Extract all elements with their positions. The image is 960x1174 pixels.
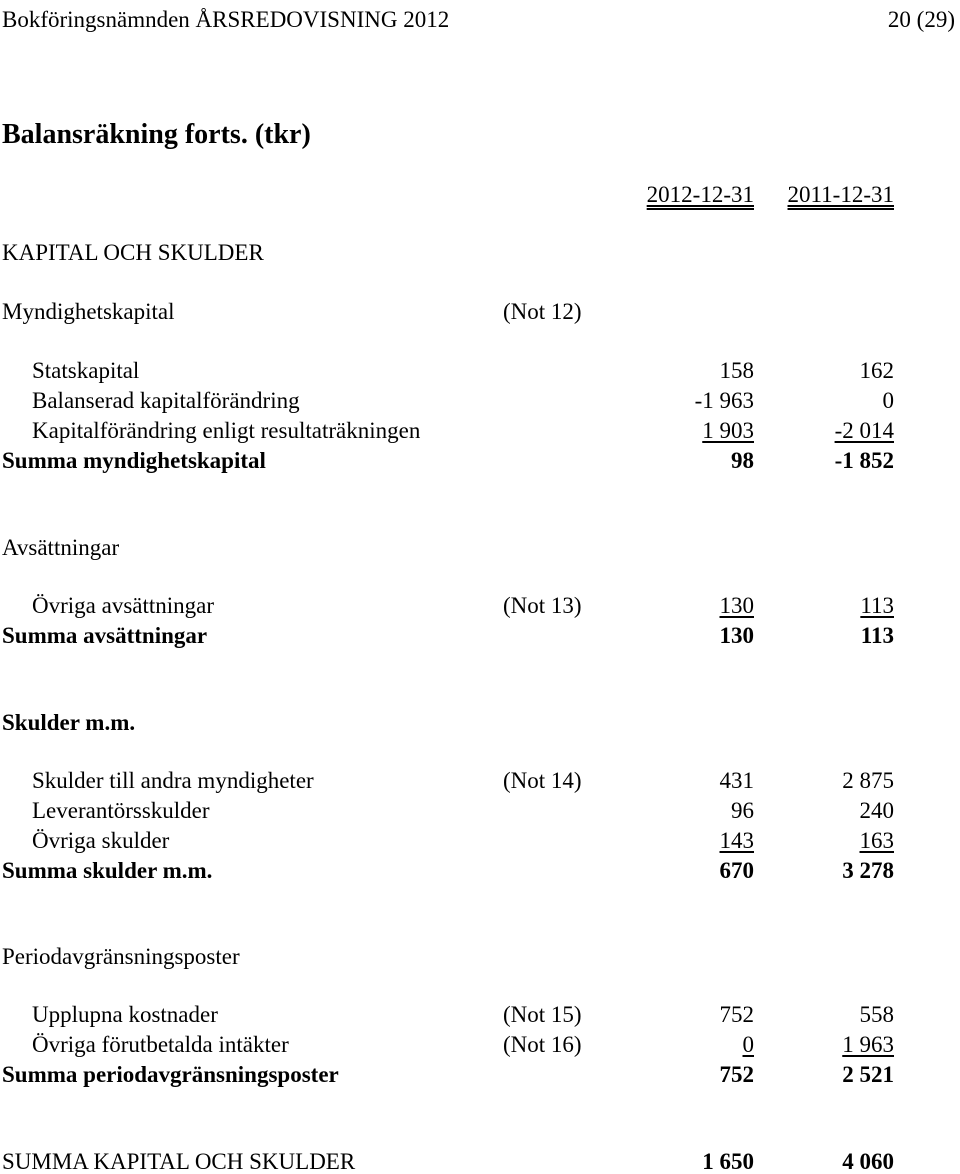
row-value-previous: 2 875 xyxy=(842,768,894,793)
column-header-current: 2012-12-31 xyxy=(646,182,754,207)
sum-value-current: 670 xyxy=(719,858,754,883)
sum-value-previous: 113 xyxy=(860,623,894,648)
sum-label: Summa periodavgränsningsposter xyxy=(2,1062,339,1087)
sum-value-current: 752 xyxy=(719,1062,754,1087)
row-value-current: 130 xyxy=(719,593,754,618)
total-value-current: 1 650 xyxy=(702,1149,754,1174)
row-value-previous: 1 963 xyxy=(842,1032,894,1057)
sum-value-previous: 2 521 xyxy=(842,1062,894,1087)
periodavgransning-heading: Periodavgränsningsposter xyxy=(2,944,240,969)
avsattningar-heading: Avsättningar xyxy=(2,535,120,560)
row-value-current: 752 xyxy=(719,1002,754,1027)
row-value-previous: 113 xyxy=(860,593,894,618)
sum-value-previous: -1 852 xyxy=(834,448,894,473)
main-heading: KAPITAL OCH SKULDER xyxy=(2,240,264,265)
total-label: SUMMA KAPITAL OCH SKULDER xyxy=(2,1149,356,1174)
row-label: Övriga förutbetalda intäkter xyxy=(32,1032,289,1057)
sum-value-current: 98 xyxy=(731,448,754,473)
section-title: Balansräkning forts. (tkr) xyxy=(2,119,311,150)
row-note: (Not 13) xyxy=(503,593,582,618)
row-note: (Not 16) xyxy=(503,1032,582,1057)
row-value-current: 143 xyxy=(719,828,754,853)
row-label: Balanserad kapitalförändring xyxy=(32,388,300,413)
row-label: Upplupna kostnader xyxy=(32,1002,218,1027)
row-label: Övriga avsättningar xyxy=(32,593,215,618)
row-note: (Not 14) xyxy=(503,768,582,793)
row-label: Övriga skulder xyxy=(32,828,170,853)
myndighetskapital-heading: Myndighetskapital xyxy=(2,299,175,324)
sum-value-previous: 3 278 xyxy=(842,858,894,883)
row-value-current: 0 xyxy=(742,1032,754,1057)
row-value-previous: 0 xyxy=(882,388,894,413)
row-note: (Not 15) xyxy=(503,1002,582,1027)
total-value-previous: 4 060 xyxy=(842,1149,894,1174)
sum-label: Summa skulder m.m. xyxy=(2,858,213,883)
skulder-heading: Skulder m.m. xyxy=(2,710,136,735)
row-value-previous: 162 xyxy=(859,358,894,383)
row-label: Leverantörsskulder xyxy=(32,798,210,823)
document-title: Bokföringsnämnden ÅRSREDOVISNING 2012 xyxy=(2,7,450,32)
row-value-previous: 163 xyxy=(859,828,894,853)
sum-label: Summa myndighetskapital xyxy=(2,448,266,473)
row-value-previous: 240 xyxy=(859,798,894,823)
row-label: Statskapital xyxy=(32,358,140,383)
row-value-previous: 558 xyxy=(859,1002,894,1027)
sum-value-current: 130 xyxy=(719,623,754,648)
page-number: 20 (29) xyxy=(887,7,955,32)
row-value-current: 96 xyxy=(731,798,754,823)
row-value-current: -1 963 xyxy=(694,388,754,413)
column-header-previous: 2011-12-31 xyxy=(787,182,894,207)
row-value-previous: -2 014 xyxy=(834,418,894,443)
row-value-current: 1 903 xyxy=(702,418,754,443)
row-label: Skulder till andra myndigheter xyxy=(32,768,314,793)
row-value-current: 158 xyxy=(719,358,754,383)
row-label: Kapitalförändring enligt resultaträkningen xyxy=(32,418,421,443)
myndighetskapital-note: (Not 12) xyxy=(503,299,582,324)
row-value-current: 431 xyxy=(719,768,754,793)
sum-label: Summa avsättningar xyxy=(2,623,208,648)
